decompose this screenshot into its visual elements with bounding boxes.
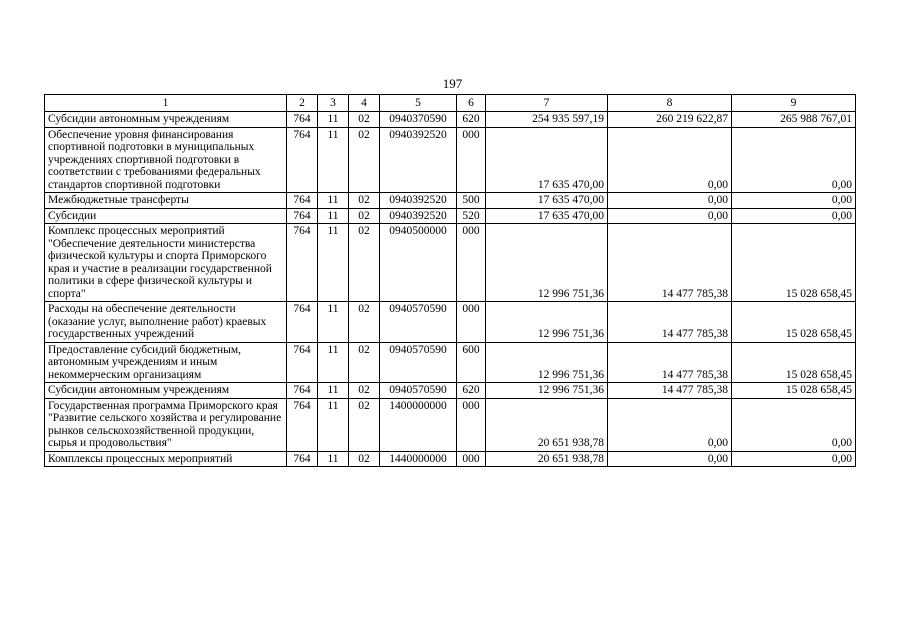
cell-expense-type: 000	[457, 302, 486, 343]
cell-ministry-code: 764	[287, 127, 318, 193]
cell-amount-col8: 14 477 785,38	[608, 342, 732, 383]
cell-amount-col9: 15 028 658,45	[732, 383, 856, 399]
cell-expense-type: 000	[457, 224, 486, 302]
table-row	[45, 383, 856, 399]
cell-subsection: 02	[349, 451, 380, 467]
cell-amount-col8: 0,00	[608, 193, 732, 209]
row-name: Субсидии	[45, 208, 287, 224]
cell-expense-type: 620	[457, 112, 486, 128]
cell-expense-type: 500	[457, 193, 486, 209]
col-header-1: 1	[45, 95, 287, 112]
budget-table	[44, 94, 856, 467]
cell-target-code: 1400000000	[380, 398, 457, 451]
cell-subsection: 02	[349, 383, 380, 399]
row-name: Межбюджетные трансферты	[45, 193, 287, 209]
row-name: Комплекс процессных мероприятий "Обеспечение деятельности министерства физической культуры и спорта Приморского края и участие в реализации государственной политики в сфере физической культуры и спорта"	[45, 224, 287, 302]
cell-expense-type: 000	[457, 127, 486, 193]
cell-amount-col9: 265 988 767,01	[732, 112, 856, 128]
table-row	[45, 342, 856, 383]
cell-amount-col8: 0,00	[608, 451, 732, 467]
cell-target-code: 0940392520	[380, 127, 457, 193]
cell-amount-col7: 12 996 751,36	[486, 224, 608, 302]
table-row	[45, 302, 856, 343]
cell-target-code: 0940570590	[380, 342, 457, 383]
cell-subsection: 02	[349, 302, 380, 343]
col-header-2: 2	[287, 95, 318, 112]
cell-ministry-code: 764	[287, 383, 318, 399]
cell-amount-col7: 17 635 470,00	[486, 127, 608, 193]
cell-target-code: 0940570590	[380, 383, 457, 399]
page-number: 197	[442, 76, 463, 91]
cell-subsection: 02	[349, 224, 380, 302]
table-row	[45, 208, 856, 224]
cell-target-code: 1440000000	[380, 451, 457, 467]
table-row	[45, 127, 856, 193]
cell-ministry-code: 764	[287, 193, 318, 209]
cell-ministry-code: 764	[287, 224, 318, 302]
cell-subsection: 02	[349, 193, 380, 209]
col-header-3: 3	[318, 95, 349, 112]
cell-section: 11	[318, 224, 349, 302]
cell-amount-col9: 15 028 658,45	[732, 302, 856, 343]
cell-amount-col7: 254 935 597,19	[486, 112, 608, 128]
cell-target-code: 0940570590	[380, 302, 457, 343]
cell-subsection: 02	[349, 127, 380, 193]
cell-section: 11	[318, 127, 349, 193]
cell-section: 11	[318, 208, 349, 224]
row-name: Субсидии автономным учреждениям	[45, 383, 287, 399]
table-row	[45, 112, 856, 128]
cell-amount-col7: 17 635 470,00	[486, 193, 608, 209]
cell-subsection: 02	[349, 208, 380, 224]
cell-expense-type: 000	[457, 398, 486, 451]
cell-amount-col8: 0,00	[608, 127, 732, 193]
cell-amount-col8: 14 477 785,38	[608, 383, 732, 399]
cell-target-code: 0940370590	[380, 112, 457, 128]
col-header-5: 5	[380, 95, 457, 112]
col-header-8: 8	[608, 95, 732, 112]
col-header-4: 4	[349, 95, 380, 112]
cell-amount-col9: 15 028 658,45	[732, 342, 856, 383]
cell-ministry-code: 764	[287, 208, 318, 224]
table-row	[45, 224, 856, 302]
row-name: Комплексы процессных мероприятий	[45, 451, 287, 467]
cell-section: 11	[318, 302, 349, 343]
cell-amount-col7: 20 651 938,78	[486, 451, 608, 467]
cell-amount-col8: 260 219 622,87	[608, 112, 732, 128]
cell-ministry-code: 764	[287, 451, 318, 467]
cell-subsection: 02	[349, 398, 380, 451]
table-row	[45, 193, 856, 209]
cell-ministry-code: 764	[287, 398, 318, 451]
cell-amount-col9: 0,00	[732, 193, 856, 209]
cell-amount-col8: 14 477 785,38	[608, 302, 732, 343]
cell-section: 11	[318, 342, 349, 383]
row-name: Обеспечение уровня финансирования спортивной подготовки в муниципальных учреждениях спортивной подготовки в соответствии с требованиями федеральных стандартов спортивной подготовки	[45, 127, 287, 193]
cell-target-code: 0940392520	[380, 193, 457, 209]
col-header-6: 6	[457, 95, 486, 112]
cell-expense-type: 000	[457, 451, 486, 467]
table-row	[45, 398, 856, 451]
cell-target-code: 0940500000	[380, 224, 457, 302]
cell-amount-col9: 0,00	[732, 398, 856, 451]
cell-subsection: 02	[349, 112, 380, 128]
cell-ministry-code: 764	[287, 112, 318, 128]
row-name: Предоставление субсидий бюджетным, автономным учреждениям и иным некоммерческим организациям	[45, 342, 287, 383]
cell-subsection: 02	[349, 342, 380, 383]
cell-section: 11	[318, 193, 349, 209]
cell-amount-col9: 0,00	[732, 208, 856, 224]
col-header-9: 9	[732, 95, 856, 112]
cell-amount-col7: 12 996 751,36	[486, 383, 608, 399]
table-row	[45, 451, 856, 467]
cell-ministry-code: 764	[287, 302, 318, 343]
cell-section: 11	[318, 451, 349, 467]
cell-amount-col9: 0,00	[732, 451, 856, 467]
header-row	[45, 95, 856, 112]
cell-expense-type: 620	[457, 383, 486, 399]
cell-amount-col7: 12 996 751,36	[486, 302, 608, 343]
row-name: Расходы на обеспечение деятельности (оказание услуг, выполнение работ) краевых государственных учреждений	[45, 302, 287, 343]
col-header-7: 7	[486, 95, 608, 112]
cell-expense-type: 600	[457, 342, 486, 383]
cell-section: 11	[318, 383, 349, 399]
cell-section: 11	[318, 112, 349, 128]
cell-amount-col7: 12 996 751,36	[486, 342, 608, 383]
cell-ministry-code: 764	[287, 342, 318, 383]
cell-target-code: 0940392520	[380, 208, 457, 224]
cell-expense-type: 520	[457, 208, 486, 224]
cell-amount-col8: 0,00	[608, 208, 732, 224]
row-name: Государственная программа Приморского края "Развитие сельского хозяйства и регулирование рынков сельскохозяйственной продукции, сырья и продовольствия"	[45, 398, 287, 451]
cell-section: 11	[318, 398, 349, 451]
cell-amount-col8: 14 477 785,38	[608, 224, 732, 302]
cell-amount-col9: 0,00	[732, 127, 856, 193]
cell-amount-col7: 20 651 938,78	[486, 398, 608, 451]
cell-amount-col7: 17 635 470,00	[486, 208, 608, 224]
cell-amount-col8: 0,00	[608, 398, 732, 451]
cell-amount-col9: 15 028 658,45	[732, 224, 856, 302]
row-name: Субсидии автономным учреждениям	[45, 112, 287, 128]
